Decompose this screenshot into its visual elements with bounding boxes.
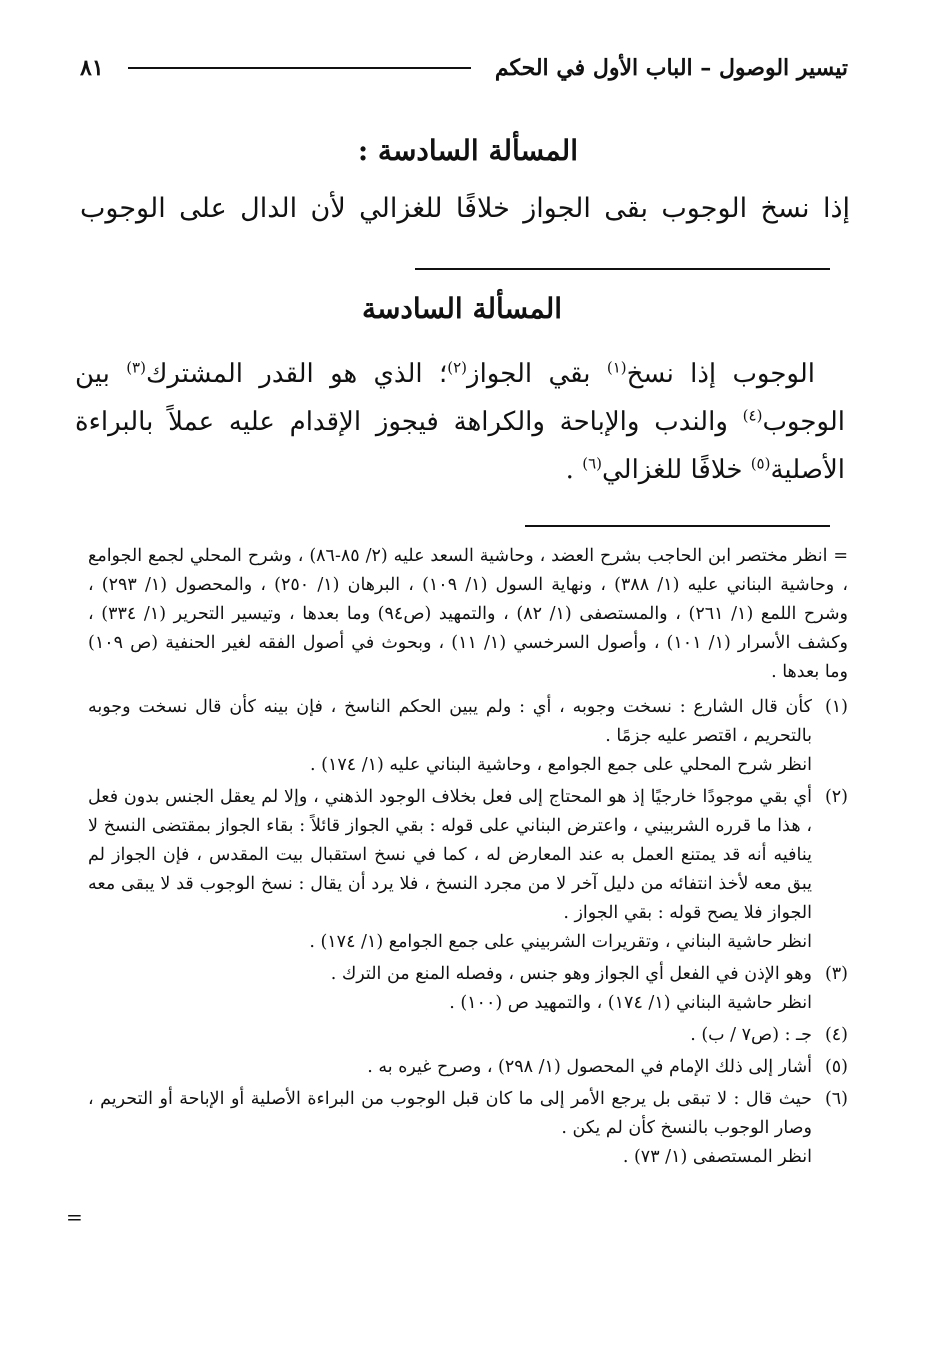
footnote-number: (٦) xyxy=(824,1089,848,1109)
matn-text: إذا نسخ الوجوب بقى الجواز خلافًا للغزالي لأن الدال على الوجوب xyxy=(80,193,850,224)
sharh-paragraph xyxy=(75,350,845,494)
footnote-ref-1[interactable]: (١) xyxy=(606,358,627,377)
body-text-run: . xyxy=(565,455,583,485)
sharh-heading: المسألة السادسة xyxy=(361,292,562,325)
continued-mark: = xyxy=(66,1205,83,1229)
footnote-ref-3[interactable]: (٣) xyxy=(126,358,146,377)
footnote-line: أي بقي موجودًا خارجيًا إذ هو المحتاج إلى فعل بخلاف الوجود الذهني ، وإلا لم يعقل الجنس بدون فعل ، هذا ما قرره الشربيني ، واعترض البناني على قوله : بقي الجواز قائلاً : بقاء الجواز بمقتضى النسخ لا ينافيه أنه قد يمتنع العمل به عند المعارض له ، كما في نسخ استقبال بيت المقدس ، فإن الجواز لم يبق معه لأخذ انتفائه من دليل آخر لا من مجرد النسخ ، فلا يرد أن يقال : نسخ الوجوب قد لا يبقى معه الجواز فلا يصح قوله : بقي الجواز . xyxy=(88,787,812,923)
footnote-line: انظر حاشية البناني ، وتقريرات الشربيني على جمع الجوامع (١/ ١٧٤) . xyxy=(309,932,812,952)
body-text-run: خلافًا للغزالي xyxy=(601,455,751,485)
footnote-number: (٤) xyxy=(824,1025,848,1045)
section-divider xyxy=(415,268,830,270)
footnote-line: وهو الإذن في الفعل أي الجواز وهو جنس ، وفصله المنع من الترك . xyxy=(330,964,812,984)
running-header xyxy=(80,48,848,88)
footnote-ref-5[interactable]: (٥) xyxy=(750,454,771,473)
footnote-line: كأن قال الشارع : نسخت وجوبه ، أي : ولم يبين الحكم الناسخ ، فإن بينه كأن قال نسخت وجوبه بالتحريم ، اقتصر عليه جزمًا . xyxy=(88,697,812,746)
sharh-body xyxy=(75,350,845,494)
running-title: تيسير الوصول – الباب الأول في الحكم xyxy=(494,55,848,81)
body-text-run: والندب والإباحة والكراهة فيجوز الإقدام عليه عملاً بالبراءة الأصلية xyxy=(75,407,845,485)
page-number: ٨١ xyxy=(80,55,104,81)
footnote-text xyxy=(88,960,812,1018)
footnote-6 xyxy=(88,1085,848,1172)
footnote-number: (٣) xyxy=(824,964,848,984)
footnote-text xyxy=(88,1021,812,1050)
footnote-text xyxy=(88,1053,812,1082)
footnote-number: (٢) xyxy=(824,787,848,807)
footnote-line: حيث قال : لا تبقى بل يرجع الأمر إلى ما كان قبل الوجوب من البراءة الأصلية أو الإباحة أو التحريم ، وصار الوجوب بالنسخ كأن لم يكن . xyxy=(88,1089,812,1138)
footnote-number: (٥) xyxy=(824,1057,848,1077)
footnote-continuation-text: = انظر مختصر ابن الحاجب بشرح العضد ، وحاشية السعد عليه (٢/ ٨٥-٨٦) ، وشرح المحلي لجمع الجوامع ، وحاشية البناني عليه (١/ ٣٨٨) ، ونهاية السول (١/ ١٠٩) ، البرهان (١/ ٢٥٠) ، والمحصول (١/ ٢٩٣) ، وشرح اللمع (١/ ٢٦١) ، والمستصفى (١/ ٨٢) ، والتمهيد (ص٩٤) وما بعدها ، وتيسير التحرير (١/ ٣٣٤) ، وكشف الأسرار (١/ ١٠١) ، وأصول السرخسي (١/ ١١) ، وبحوث في أصول الفقه لغير الحنفية (ص ١٠٩) وما بعدها . xyxy=(88,546,849,682)
footnote-line: جـ : (ص٧ / ب) . xyxy=(690,1025,812,1045)
body-text-run: بقي الجواز xyxy=(467,359,607,389)
footnote-line: انظر شرح المحلي على جمع الجوامع ، وحاشية البناني عليه (١/ ١٧٤) . xyxy=(309,755,812,775)
matn-heading: المسألة السادسة : xyxy=(357,134,578,167)
footnote-line: أشار إلى ذلك الإمام في المحصول (١/ ٢٩٨) ، وصرح غيره به . xyxy=(367,1057,812,1077)
footnote-5 xyxy=(88,1053,848,1082)
footnote-4 xyxy=(88,1021,848,1050)
header-rule xyxy=(128,67,471,69)
footnote-divider xyxy=(525,525,830,527)
footnote-text xyxy=(88,783,812,957)
footnote-ref-4[interactable]: (٤) xyxy=(742,406,763,425)
footnote-number: (١) xyxy=(824,697,848,717)
body-text-run: الوجوب إذا نسخ xyxy=(626,359,816,389)
footnote-line: انظر حاشية البناني (١/ ١٧٤) ، والتمهيد ص (١٠٠) . xyxy=(449,993,812,1013)
body-text-run: ؛ الذي هو القدر المشترك xyxy=(145,359,448,389)
footnote-ref-6[interactable]: (٦) xyxy=(582,454,602,473)
footnote-line: انظر المستصفى (١/ ٧٣) . xyxy=(622,1147,812,1167)
footnote-ref-2[interactable]: (٢) xyxy=(447,358,468,377)
footnote-3 xyxy=(88,960,848,1018)
footnote-text xyxy=(88,1085,812,1172)
footnote-continuation xyxy=(88,542,848,687)
footnote-2 xyxy=(88,783,848,957)
footnotes xyxy=(88,542,848,1175)
body-text-run: بين الوجوب xyxy=(75,359,845,437)
footnote-text xyxy=(88,693,812,780)
footnote-1 xyxy=(88,693,848,780)
